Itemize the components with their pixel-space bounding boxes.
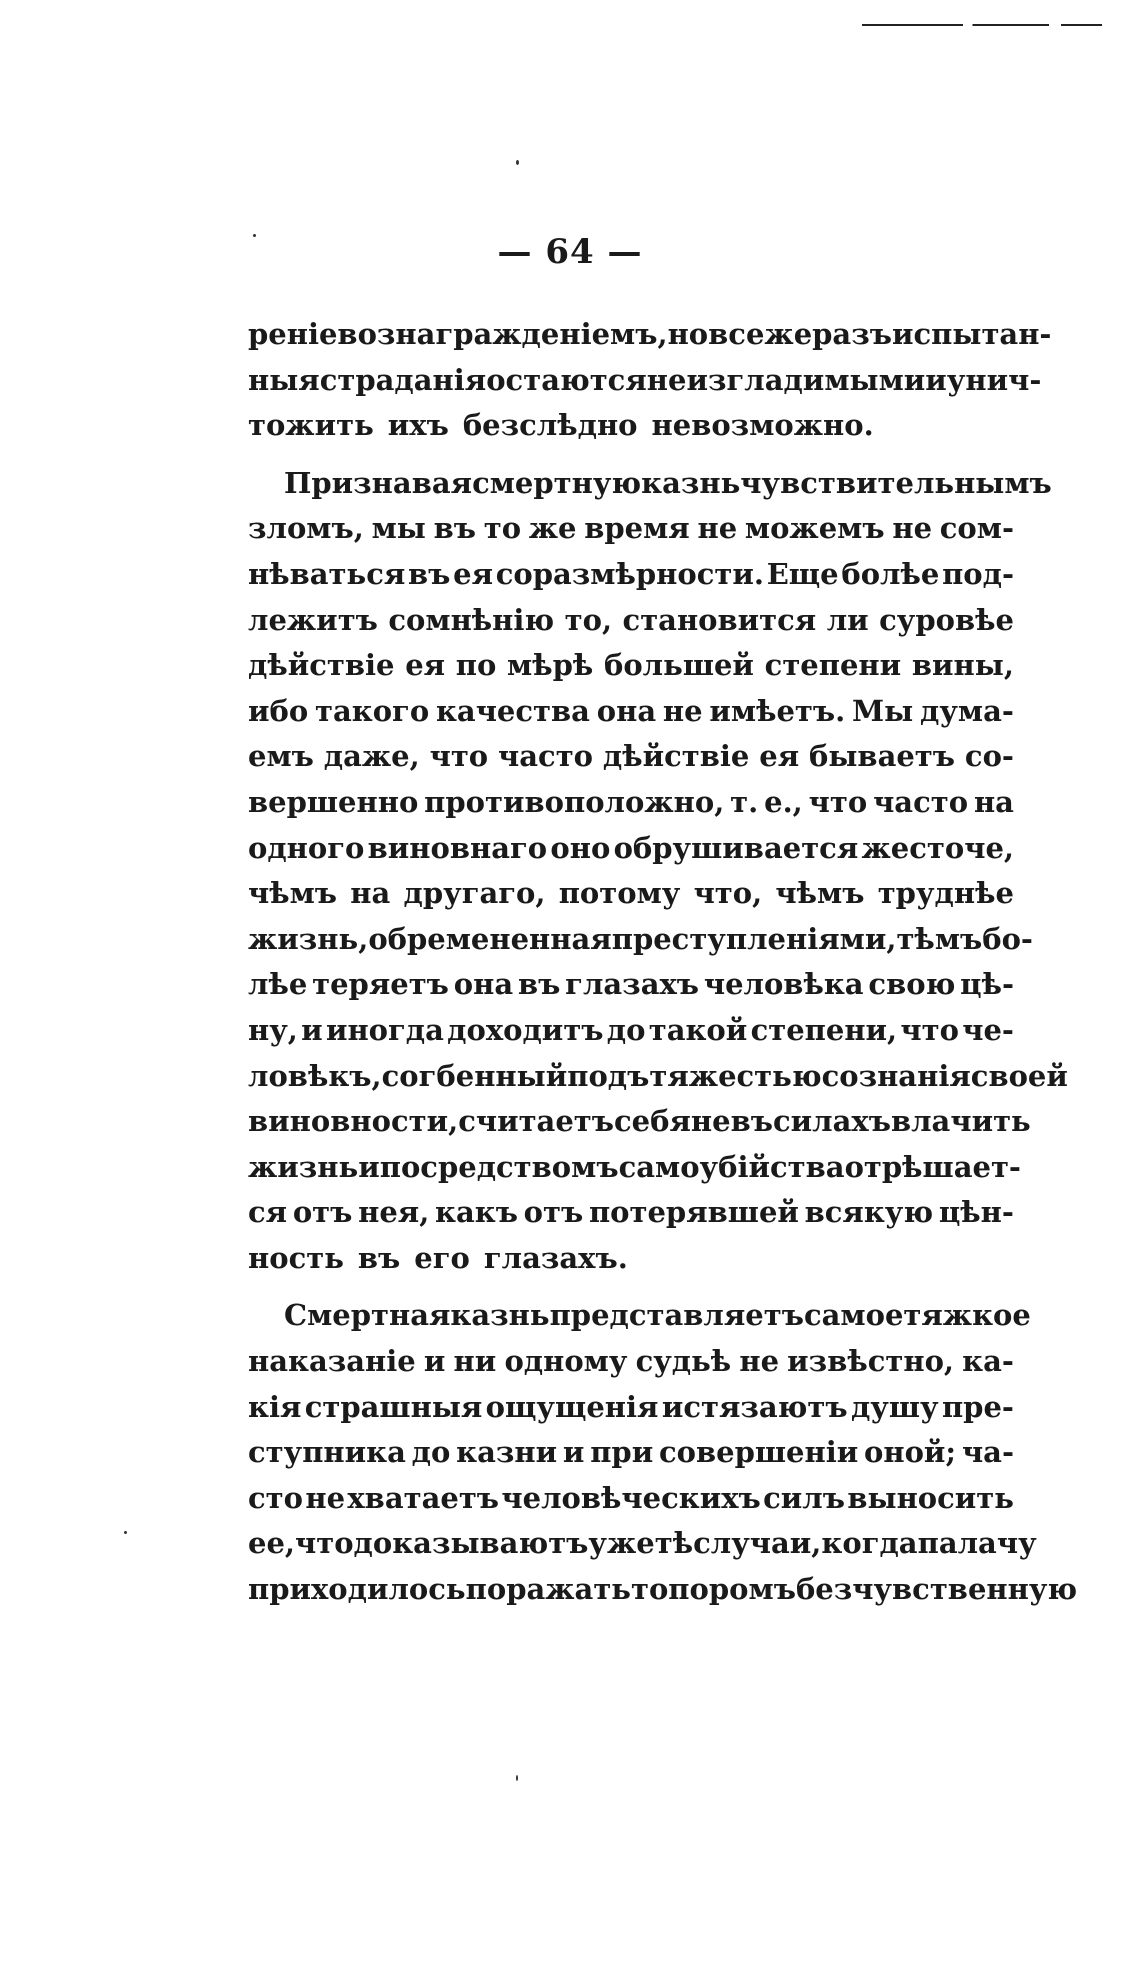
ink-speck xyxy=(516,160,519,165)
page-number: — 64 — xyxy=(497,232,643,272)
text-word: мы xyxy=(371,511,426,546)
text-line xyxy=(248,1099,1031,1145)
text-word: че- xyxy=(962,1012,1014,1047)
text-word: имѣетъ. xyxy=(709,693,846,728)
text-word: и xyxy=(562,1435,585,1470)
text-word: становится xyxy=(622,602,817,637)
paragraph-gap xyxy=(248,1281,1014,1293)
text-word: самое xyxy=(803,1298,904,1333)
text-word: согбенный xyxy=(381,1058,568,1093)
text-word: выносить xyxy=(847,1480,1014,1515)
text-word: судьѣ xyxy=(635,1344,732,1379)
text-word: же xyxy=(528,511,577,546)
text-word: такой xyxy=(648,1012,748,1047)
text-word: болѣе xyxy=(841,556,940,591)
text-word: сто xyxy=(248,1480,303,1515)
text-word: не xyxy=(305,1480,346,1515)
text-word: иногда xyxy=(325,1012,444,1047)
text-word: же xyxy=(764,317,813,351)
text-word: нея, xyxy=(358,1195,430,1230)
paragraph-gap xyxy=(248,449,1014,461)
text-word: цѣ- xyxy=(960,967,1014,1002)
text-word: время xyxy=(584,511,690,546)
text-word: одного xyxy=(248,830,365,865)
text-word: остаются xyxy=(486,362,647,397)
text-word: бо- xyxy=(982,921,1033,956)
text-word: когда xyxy=(821,1526,918,1561)
text-line xyxy=(248,1339,1014,1385)
text-word: то xyxy=(483,511,522,546)
text-word: на xyxy=(350,876,391,911)
text-word: тяжкое xyxy=(903,1298,1031,1333)
text-word: что xyxy=(900,1012,959,1047)
text-word: со- xyxy=(964,739,1014,774)
text-word: посредствомъ xyxy=(379,1149,619,1184)
text-word: сомнѣнію xyxy=(388,602,555,637)
text-word: совершеніи xyxy=(658,1435,859,1470)
text-word: что xyxy=(429,739,489,774)
text-word: пре- xyxy=(941,1389,1014,1424)
text-word: Смертная xyxy=(284,1298,451,1333)
text-line xyxy=(248,1293,1031,1339)
text-word: силахъ xyxy=(773,1104,891,1139)
text-word: ни xyxy=(453,1344,497,1379)
text-word: себя xyxy=(614,1104,691,1139)
text-word: преступленіями, xyxy=(611,921,897,956)
text-word: кія xyxy=(248,1389,302,1424)
text-line xyxy=(248,1190,1014,1236)
text-word: тяжестью xyxy=(649,1058,822,1093)
text-word: мѣрѣ xyxy=(507,648,594,683)
text-word: до xyxy=(606,1012,646,1047)
text-word: тожить xyxy=(248,408,374,443)
text-line xyxy=(248,643,1014,689)
text-word: страшныя xyxy=(304,1389,483,1424)
text-word: истязаютъ xyxy=(661,1389,848,1424)
text-word: дѣйствіе xyxy=(602,739,750,774)
text-word: при xyxy=(590,1435,654,1470)
text-word: въ xyxy=(357,1240,401,1275)
text-word: степени xyxy=(764,648,902,683)
text-word: разъ xyxy=(812,317,892,351)
text-line xyxy=(248,598,1014,644)
text-word: сознанія xyxy=(821,1058,971,1093)
text-word: виновнаго xyxy=(367,830,548,865)
text-line xyxy=(248,917,1033,963)
text-word: ну, xyxy=(248,1012,298,1047)
text-word: казнь xyxy=(641,465,741,500)
text-word: глазахъ. xyxy=(483,1240,628,1275)
text-word: въ xyxy=(730,1104,773,1139)
text-word: лежитъ xyxy=(248,602,378,637)
text-word: ступника xyxy=(248,1435,406,1470)
text-word: ея xyxy=(759,739,800,774)
text-word: ся xyxy=(248,1195,288,1230)
text-word: подъ xyxy=(567,1058,650,1093)
text-word: часто xyxy=(498,739,594,774)
text-word: под- xyxy=(942,556,1014,591)
text-word: что, xyxy=(693,876,763,911)
ink-speck xyxy=(516,1775,518,1781)
text-line xyxy=(248,358,1042,404)
text-word: дума- xyxy=(920,693,1014,728)
text-line xyxy=(248,780,1014,826)
text-word: соразмѣрности. xyxy=(495,556,764,591)
text-word: чувствительнымъ xyxy=(740,465,1052,500)
text-word: ихъ xyxy=(387,408,449,443)
text-word: суровѣе xyxy=(879,602,1014,637)
text-word: не xyxy=(892,511,933,546)
text-word: другаго, xyxy=(403,876,546,911)
text-word: самоубійства xyxy=(618,1149,845,1184)
text-word: т. xyxy=(730,784,759,819)
text-word: казнь xyxy=(450,1298,550,1333)
text-word: она xyxy=(453,967,514,1002)
text-word: ея xyxy=(405,648,446,683)
text-word: испытан- xyxy=(891,317,1052,351)
text-line xyxy=(248,1054,1068,1100)
text-word: большей xyxy=(604,648,754,683)
text-word: безчувственную xyxy=(795,1572,1078,1607)
text-word: тѣ xyxy=(654,1526,694,1561)
text-word: Признавая xyxy=(284,465,473,500)
text-word: ея xyxy=(453,556,494,591)
text-line xyxy=(248,962,1014,1008)
body-text xyxy=(248,312,1078,1613)
text-word: человѣка xyxy=(703,967,864,1002)
text-line xyxy=(248,1145,1021,1191)
text-word: качества xyxy=(435,693,590,728)
text-word: вершенно xyxy=(248,784,419,819)
text-word: труднѣе xyxy=(877,876,1014,911)
text-word: ловѣкъ, xyxy=(248,1058,382,1093)
text-word: вины, xyxy=(911,648,1014,683)
text-line xyxy=(248,461,1052,507)
text-word: человѣческихъ xyxy=(501,1480,761,1515)
text-line xyxy=(248,871,1014,917)
text-word: Мы xyxy=(852,693,914,728)
text-word: теряетъ xyxy=(312,967,449,1002)
text-word: лѣе xyxy=(248,967,308,1002)
text-word: въ xyxy=(408,556,451,591)
text-word: тѣмъ xyxy=(896,921,983,956)
ink-speck xyxy=(124,1531,127,1534)
text-word: унич- xyxy=(946,362,1042,397)
text-word: обремененная xyxy=(368,921,612,956)
text-word: ощущенія xyxy=(485,1389,659,1424)
text-word: е., xyxy=(764,784,803,819)
text-word: отрѣшает- xyxy=(844,1149,1021,1184)
text-word: наказаніе xyxy=(248,1344,416,1379)
text-word: доказываютъ xyxy=(353,1526,589,1561)
text-word: ли xyxy=(826,602,869,637)
text-word: считаетъ xyxy=(458,1104,615,1139)
text-word: представляетъ xyxy=(549,1298,804,1333)
text-word: реніе xyxy=(248,317,338,351)
text-line xyxy=(248,312,1052,358)
text-word: жизнь xyxy=(248,1149,359,1184)
text-word: и xyxy=(301,1012,323,1047)
text-line xyxy=(248,689,1014,735)
text-word: нѣваться xyxy=(248,556,406,591)
text-word: даже, xyxy=(323,739,420,774)
text-word: случаи, xyxy=(693,1526,822,1561)
text-word: чѣмъ xyxy=(775,876,865,911)
text-word: хватаетъ xyxy=(347,1480,500,1515)
text-word: поражать xyxy=(465,1572,631,1607)
text-word: какъ xyxy=(435,1195,518,1230)
text-word: она xyxy=(596,693,657,728)
text-word: оной; xyxy=(864,1435,957,1470)
text-word: жизнь, xyxy=(248,921,369,956)
text-word: потому xyxy=(558,876,681,911)
text-line xyxy=(248,1008,1014,1054)
text-word: дѣйствіе xyxy=(248,648,395,683)
text-word: на xyxy=(973,784,1014,819)
text-word: влачить xyxy=(890,1104,1031,1139)
text-word: что xyxy=(808,784,868,819)
text-word: приходилось xyxy=(248,1572,466,1607)
text-word: въ xyxy=(433,511,476,546)
text-word: отъ xyxy=(523,1195,584,1230)
text-word: бываетъ xyxy=(809,739,956,774)
text-word: въ xyxy=(517,967,561,1002)
text-line xyxy=(248,1236,1014,1282)
text-line xyxy=(248,1567,1078,1613)
text-word: что xyxy=(295,1526,354,1561)
text-word: ее, xyxy=(248,1526,295,1561)
text-word: смертную xyxy=(472,465,642,500)
text-word: степени, xyxy=(750,1012,898,1047)
text-word: то, xyxy=(564,602,613,637)
text-word: ныя xyxy=(248,362,320,397)
text-word: палачу xyxy=(917,1526,1037,1561)
text-word: не xyxy=(739,1344,780,1379)
text-word: не xyxy=(662,693,703,728)
text-word: можемъ xyxy=(744,511,885,546)
text-word: до xyxy=(411,1435,451,1470)
text-line xyxy=(248,506,1014,552)
text-word: противоположно, xyxy=(424,784,725,819)
text-word: глазахъ xyxy=(565,967,700,1002)
text-word: сом- xyxy=(939,511,1014,546)
text-word: доходитъ xyxy=(447,1012,604,1047)
text-line xyxy=(248,1430,1014,1476)
text-word: ность xyxy=(248,1240,344,1275)
text-word: по xyxy=(455,648,497,683)
text-word: свою xyxy=(868,967,956,1002)
text-word: ка- xyxy=(962,1344,1014,1379)
text-word: вознагражденіемъ, xyxy=(337,317,668,351)
text-word: своей xyxy=(970,1058,1068,1093)
text-line xyxy=(248,826,1014,872)
text-word: обрушивается xyxy=(613,830,859,865)
text-line xyxy=(248,734,1014,780)
text-word: не xyxy=(697,511,738,546)
text-word: емъ xyxy=(248,739,314,774)
text-word: Еще xyxy=(766,556,839,591)
top-edge-rule xyxy=(862,24,1102,26)
text-word: не xyxy=(690,1104,731,1139)
text-word: все xyxy=(708,317,765,351)
text-word: его xyxy=(414,1240,470,1275)
text-word: ибо xyxy=(248,693,309,728)
text-word: и xyxy=(423,1344,446,1379)
text-word: потерявшей xyxy=(588,1195,799,1230)
text-word: но xyxy=(667,317,709,351)
text-line xyxy=(248,1385,1014,1431)
text-word: уже xyxy=(588,1526,655,1561)
text-word: часто xyxy=(873,784,969,819)
text-word: зломъ, xyxy=(248,511,364,546)
text-word: силъ xyxy=(763,1480,845,1515)
text-word: такого xyxy=(315,693,430,728)
text-word: безслѣдно xyxy=(462,408,638,443)
text-word: казни xyxy=(456,1435,558,1470)
text-word: оно xyxy=(550,830,611,865)
text-word: топоромъ xyxy=(631,1572,796,1607)
text-word: неизгладимыми xyxy=(646,362,926,397)
text-word: душу xyxy=(850,1389,939,1424)
text-word: невозможно. xyxy=(651,408,874,443)
text-word: извѣстно, xyxy=(787,1344,955,1379)
text-line xyxy=(248,552,1014,598)
text-line xyxy=(248,1476,1014,1522)
text-word: чѣмъ xyxy=(248,876,338,911)
text-word: виновности, xyxy=(248,1104,459,1139)
text-word: жесточе, xyxy=(861,830,1014,865)
text-word: цѣн- xyxy=(938,1195,1014,1230)
text-line xyxy=(248,403,1014,449)
text-word: и xyxy=(925,362,947,397)
text-line xyxy=(248,1521,1037,1567)
text-word: одному xyxy=(504,1344,628,1379)
text-word: отъ xyxy=(292,1195,353,1230)
text-word: и xyxy=(358,1149,380,1184)
text-word: всякую xyxy=(804,1195,934,1230)
text-word: страданія xyxy=(319,362,487,397)
text-word: ча- xyxy=(961,1435,1014,1470)
